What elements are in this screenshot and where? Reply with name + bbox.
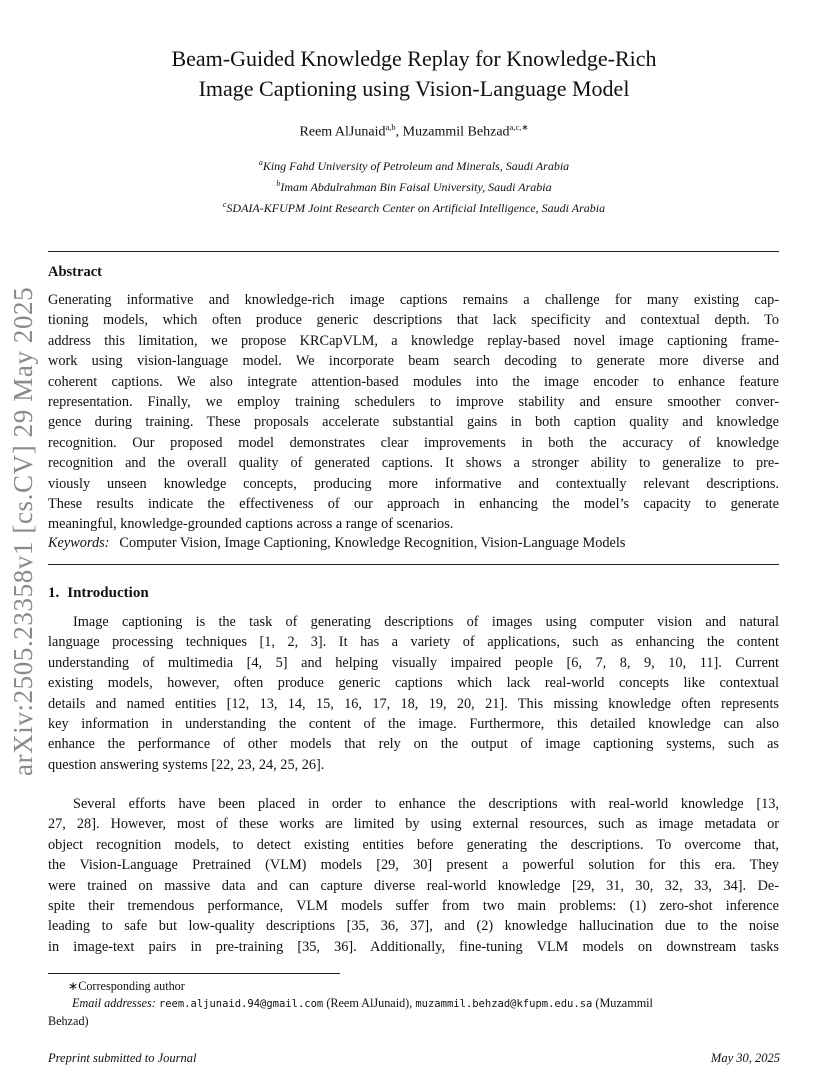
email-owner: (Muzammil (595, 996, 653, 1010)
affiliation-list (60, 154, 768, 217)
affiliation-text: King Fahd University of Petroleum and Minerals, Saudi Arabia (262, 159, 570, 173)
paragraph-line: details and named entities [12, 13, 14, 15, 16, 17, 18, 19, 20, 21]. This missing knowledge often represents (48, 695, 779, 712)
email-link[interactable]: muzammil.behzad@kfupm.edu.sa (415, 998, 593, 1010)
abstract-line: gence during training. These proposals accelerate substantial gains in both caption quality and knowledge (48, 414, 779, 431)
email-label: Email addresses: (72, 996, 156, 1010)
author-affiliation-marker: a,c,∗ (509, 122, 529, 132)
paragraph-line: existing models, however, often produce generic captions which lack real-world concepts like contextual (48, 675, 779, 692)
intro-paragraph-2 (48, 794, 779, 957)
footnote-rule (48, 973, 340, 974)
section-number: 1. (48, 585, 60, 601)
abstract-line: work using vision-language model. We incorporate beam search decoding to generate more diverse and (48, 353, 779, 370)
title-line-2: Image Captioning using Vision-Language Model (198, 76, 630, 101)
preprint-notice: Preprint submitted to Journal (48, 1051, 197, 1065)
preprint-date: May 30, 2025 (710, 1051, 780, 1065)
paragraph-line: in image-text pairs in pre-training [35, 36]. Additionally, fine-tuning VLM models on downstream tasks (48, 938, 779, 955)
email-link[interactable]: reem.aljunaid.94@gmail.com (158, 998, 324, 1010)
author-name: Reem AlJunaid (299, 124, 386, 140)
footnote-emails-continuation: Behzad) (48, 1014, 89, 1028)
abstract-line: representation. Finally, we employ training schedulers to improve stability and ensure smoother conver- (48, 394, 779, 411)
paragraph-line: were trained on massive data and can capture diverse real-world knowledge [29, 31, 30, 32, 33, 34]. De- (48, 877, 779, 894)
abstract-heading: Abstract (48, 264, 102, 280)
abstract-line: address this limitation, we propose KRCapVLM, a knowledge replay-based novel image captioning frame- (48, 332, 779, 349)
abstract-top-rule (48, 251, 779, 252)
title-line-1: Beam-Guided Knowledge Replay for Knowledge-Rich (171, 46, 657, 71)
affiliation-item (60, 196, 768, 217)
footnote-emails (48, 995, 779, 1013)
paragraph-line: language processing techniques [1, 2, 3]. It has a variety of applications, such as enhancing the content (48, 634, 779, 651)
author-list: Reem AlJunaid$^{a,b}$, Muzammil Behzad$^{a,c,∗}$ (299, 122, 529, 140)
abstract-line: recognition and the overall quality of generated captions. It shows a stronger ability to generalize to pre- (48, 455, 779, 472)
affiliation-text: SDAIA-KFUPM Joint Research Center on Artificial Intelligence, Saudi Arabia (226, 201, 606, 215)
affiliation-text: Imam Abdulrahman Bin Faisal University, Saudi Arabia (280, 180, 552, 194)
affiliation-item (60, 175, 768, 196)
abstract-line: Generating informative and knowledge-rich image captions remains a challenge for many existing cap- (48, 292, 779, 308)
author-name: Muzammil Behzad (402, 124, 510, 140)
affiliation-marker: a (258, 158, 263, 167)
affiliation-marker: c (222, 200, 227, 209)
affiliation-item (60, 154, 768, 175)
paragraph-line: spite their tremendous performance, VLM models suffer from two main problems: (1) zero-shot inference (48, 898, 779, 915)
keywords-text: Computer Vision, Image Captioning, Knowledge Recognition, Vision-Language Models (119, 535, 626, 551)
paper-title (60, 44, 768, 104)
paragraph-line: leading to safe but low-quality descriptions [35, 36, 37], and (2) knowledge hallucination due to the noise (48, 918, 779, 935)
paragraph-line: 27, 28]. However, most of these works are limited by using external resources, such as image metadata or (48, 816, 779, 833)
abstract-body (48, 290, 779, 535)
paragraph-line: key information in understanding the content of the image. Furthermore, this detailed knowledge can also (48, 716, 779, 733)
abstract-line: These results indicate the effectiveness of our approach in enhancing the model’s capacity to generate (48, 496, 779, 513)
abstract-line: recognition. Our proposed model demonstrates clear improvements in both the accuracy of knowledge (48, 434, 779, 451)
abstract-line: meaningful, knowledge-grounded captions across a range of scenarios. (48, 516, 454, 533)
section-title: Introduction (67, 585, 149, 601)
paragraph-line: question answering systems [22, 23, 24, 25, 26]. (48, 756, 325, 773)
intro-paragraph-1 (48, 612, 779, 775)
keywords (48, 535, 625, 552)
abstract-bottom-rule (48, 564, 779, 565)
paragraph-line: object recognition models, to detect existing entities before generating the descriptions. To overcome that, (48, 836, 779, 853)
paragraph-line: the Vision-Language Pretrained (VLM) models [29, 30] present a powerful solution for this era. They (48, 857, 779, 874)
abstract-line: viously unseen knowledge concepts, producing more informative and contextually relevant descriptions. (48, 475, 779, 492)
paragraph-line: Image captioning is the task of generating descriptions of images using computer vision and natural (73, 614, 779, 630)
author-affiliation-marker: a,b (385, 122, 396, 132)
email-owner: (Reem AlJunaid), (326, 996, 413, 1010)
section-heading-introduction (48, 585, 149, 602)
paragraph-line: understanding of multimedia [4, 5] and helping visually impaired people [6, 7, 8, 9, 10, 11]. Current (48, 654, 779, 671)
abstract-line: tioning models, which often produce generic descriptions that lack specificity and contextual depth. To (48, 312, 779, 329)
keywords-label: Keywords: (48, 535, 110, 551)
arxiv-identifier-stamp: arXiv:2505.23358v1 [cs.CV] 29 May 2025 (8, 286, 38, 776)
abstract-line: coherent captions. We also integrate attention-based modules into the image encoder to enhance feature (48, 373, 779, 390)
paragraph-line: enhance the performance of other models that rely on the output of image captioning systems, such as (48, 736, 779, 753)
affiliation-marker: b (276, 179, 281, 188)
footnote-corresponding-author: ∗Corresponding author (68, 979, 185, 993)
paragraph-line: Several efforts have been placed in order to enhance the descriptions with real-world knowledge [13, (73, 796, 779, 812)
footnotes (48, 978, 779, 1030)
